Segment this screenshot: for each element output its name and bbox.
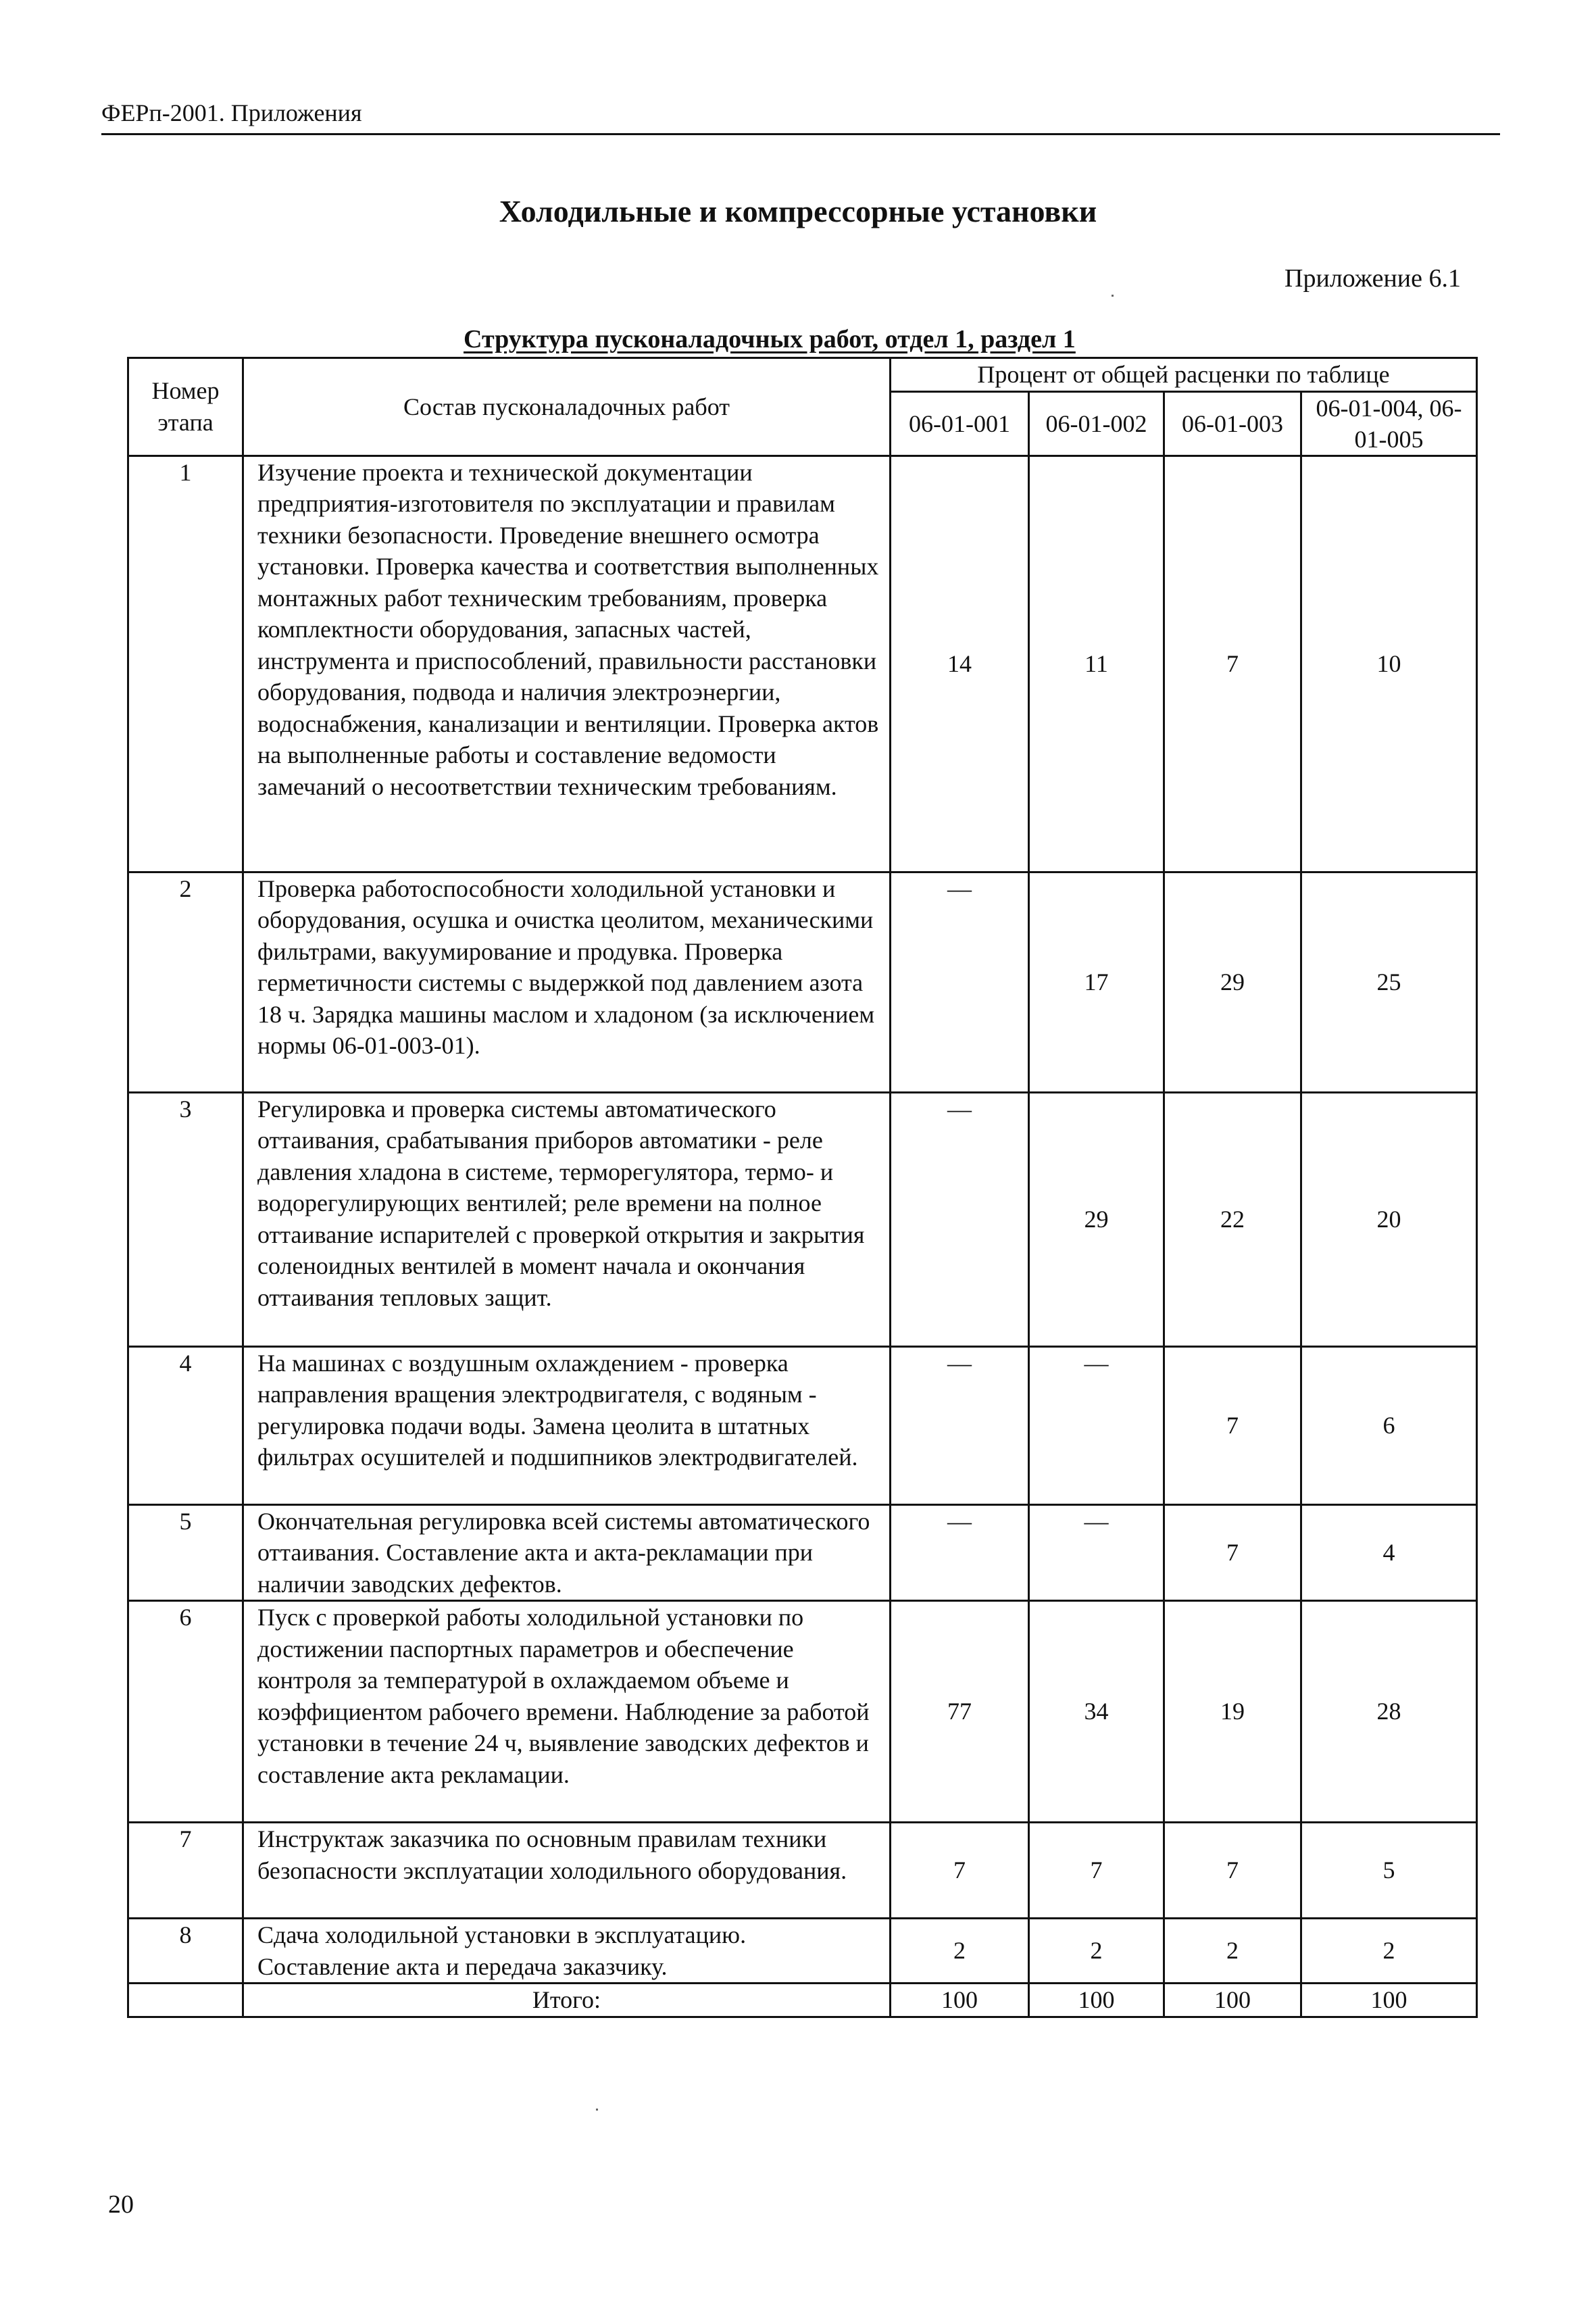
running-header: ФЕРп-2001. Приложения — [101, 99, 362, 126]
total-value: 100 — [1301, 1984, 1477, 2017]
total-label: Итого: — [243, 1984, 891, 2017]
stage-description: Регулировка и проверка системы автоматического оттаивания, срабатывания приборов автоматики - реле давления хладона в системе, терморегулятора, термо- и водорегулирующих вентилей; реле времени на полное оттаивание испарителей с проверкой открытия и закрытия соленоидных вентилей в момент начала и окончания оттаивания тепловых защит. — [243, 1092, 891, 1346]
value-cell: 4 — [1301, 1504, 1477, 1601]
value-cell: 25 — [1301, 872, 1477, 1092]
header-work-composition: Состав пусконаладочных работ — [243, 358, 891, 456]
value-cell: 29 — [1164, 872, 1301, 1092]
value-cell: 77 — [891, 1601, 1029, 1823]
stage-description: Инструктаж заказчика по основным правилам техники безопасности эксплуатации холодильного оборудования. — [243, 1823, 891, 1919]
total-row — [128, 1984, 1477, 2017]
value-cell: — — [891, 1504, 1029, 1601]
stage-number: 6 — [128, 1601, 243, 1823]
stage-description: Изучение проекта и технической документации предприятия-изготовителя по эксплуатации и правилам техники безопасности. Проведение внешнего осмотра установки. Проверка качества и соответствия выполненных монтажных работ техническим требованиям, проверка комплектности оборудования, запасных частей, инструмента и приспособлений, правильности расстановки оборудования, подвода и наличия электроэнергии, водоснабжения, канализации и вентиляции. Проверка актов на выполненные работы и составление ведомости замечаний о несоответствии техническим требованиям. — [243, 456, 891, 872]
appendix-label: Приложение 6.1 — [1285, 264, 1461, 293]
header-col-4: 06-01-004, 06-01-005 — [1301, 391, 1477, 456]
stage-number: 1 — [128, 456, 243, 872]
value-cell: 7 — [1164, 1823, 1301, 1919]
table-row — [128, 1601, 1477, 1823]
stage-number: 5 — [128, 1504, 243, 1601]
table-row — [128, 1823, 1477, 1919]
value-cell: 2 — [1164, 1919, 1301, 1984]
value-cell: 28 — [1301, 1601, 1477, 1823]
table-row — [128, 1504, 1477, 1601]
value-cell: 34 — [1029, 1601, 1164, 1823]
stage-description: Пуск с проверкой работы холодильной установки по достижении паспортных параметров и обеспечение контроля за температурой в охлаждаемом объеме и коэффициентом рабочего времени. Наблюдение за работой установки в течение 24 ч, выявление заводских дефектов и составление акта рекламации. — [243, 1601, 891, 1823]
value-cell: — — [1029, 1504, 1164, 1601]
table-row — [128, 872, 1477, 1092]
table-caption: Структура пусконаладочных работ, отдел 1, раздел 1 — [464, 325, 1076, 353]
value-cell: 7 — [1029, 1823, 1164, 1919]
stage-description: Проверка работоспособности холодильной установки и оборудования, осушка и очистка цеолитом, механическими фильтрами, вакуумирование и продувка. Проверка герметичности системы с выдержкой под давлением азота 18 ч. Зарядка машины маслом и хладоном (за исключением нормы 06-01-003-01). — [243, 872, 891, 1092]
value-cell: 29 — [1029, 1092, 1164, 1346]
stage-description: Сдача холодильной установки в эксплуатацию. Составление акта и передача заказчику. — [243, 1919, 891, 1984]
stage-number: 7 — [128, 1823, 243, 1919]
stage-number: 2 — [128, 872, 243, 1092]
stage-description: Окончательная регулировка всей системы автоматического оттаивания. Составление акта и акта-рекламации при наличии заводских дефектов. — [243, 1504, 891, 1601]
value-cell: 22 — [1164, 1092, 1301, 1346]
stage-number: 4 — [128, 1346, 243, 1504]
table-row — [128, 456, 1477, 872]
value-cell: 5 — [1301, 1823, 1477, 1919]
header-col-2: 06-01-002 — [1029, 391, 1164, 456]
works-table — [127, 357, 1478, 2018]
header-percent-group: Процент от общей расценки по таблице — [891, 358, 1477, 392]
header-stage-number: Номер этапа — [128, 358, 243, 456]
total-value: 100 — [1029, 1984, 1164, 2017]
value-cell: 10 — [1301, 456, 1477, 872]
value-cell: 7 — [1164, 1346, 1301, 1504]
value-cell: 17 — [1029, 872, 1164, 1092]
page-number: 20 — [108, 2190, 134, 2219]
value-cell: 7 — [1164, 456, 1301, 872]
scan-speck — [1112, 295, 1114, 297]
value-cell: — — [891, 872, 1029, 1092]
header-col-3: 06-01-003 — [1164, 391, 1301, 456]
value-cell: — — [1029, 1346, 1164, 1504]
table-row — [128, 1092, 1477, 1346]
value-cell: 2 — [891, 1919, 1029, 1984]
table-row — [128, 1919, 1477, 1984]
value-cell: 14 — [891, 456, 1029, 872]
value-cell: — — [891, 1346, 1029, 1504]
value-cell: 20 — [1301, 1092, 1477, 1346]
header-rule — [101, 133, 1500, 135]
value-cell: 19 — [1164, 1601, 1301, 1823]
stage-number: 8 — [128, 1919, 243, 1984]
value-cell: 7 — [1164, 1504, 1301, 1601]
stage-description: На машинах с воздушным охлаждением - проверка направления вращения электродвигателя, с водяным - регулировка подачи воды. Замена цеолита в штатных фильтрах осушителей и подшипников электродвигателей. — [243, 1346, 891, 1504]
total-empty-cell — [128, 1984, 243, 2017]
scan-speck — [596, 2109, 598, 2111]
total-value: 100 — [1164, 1984, 1301, 2017]
stage-number: 3 — [128, 1092, 243, 1346]
value-cell: — — [891, 1092, 1029, 1346]
header-col-1: 06-01-001 — [891, 391, 1029, 456]
value-cell: 6 — [1301, 1346, 1477, 1504]
table-row — [128, 1346, 1477, 1504]
value-cell: 7 — [891, 1823, 1029, 1919]
page-title: Холодильные и компрессорные установки — [499, 194, 1097, 228]
total-value: 100 — [891, 1984, 1029, 2017]
value-cell: 11 — [1029, 456, 1164, 872]
value-cell: 2 — [1029, 1919, 1164, 1984]
value-cell: 2 — [1301, 1919, 1477, 1984]
